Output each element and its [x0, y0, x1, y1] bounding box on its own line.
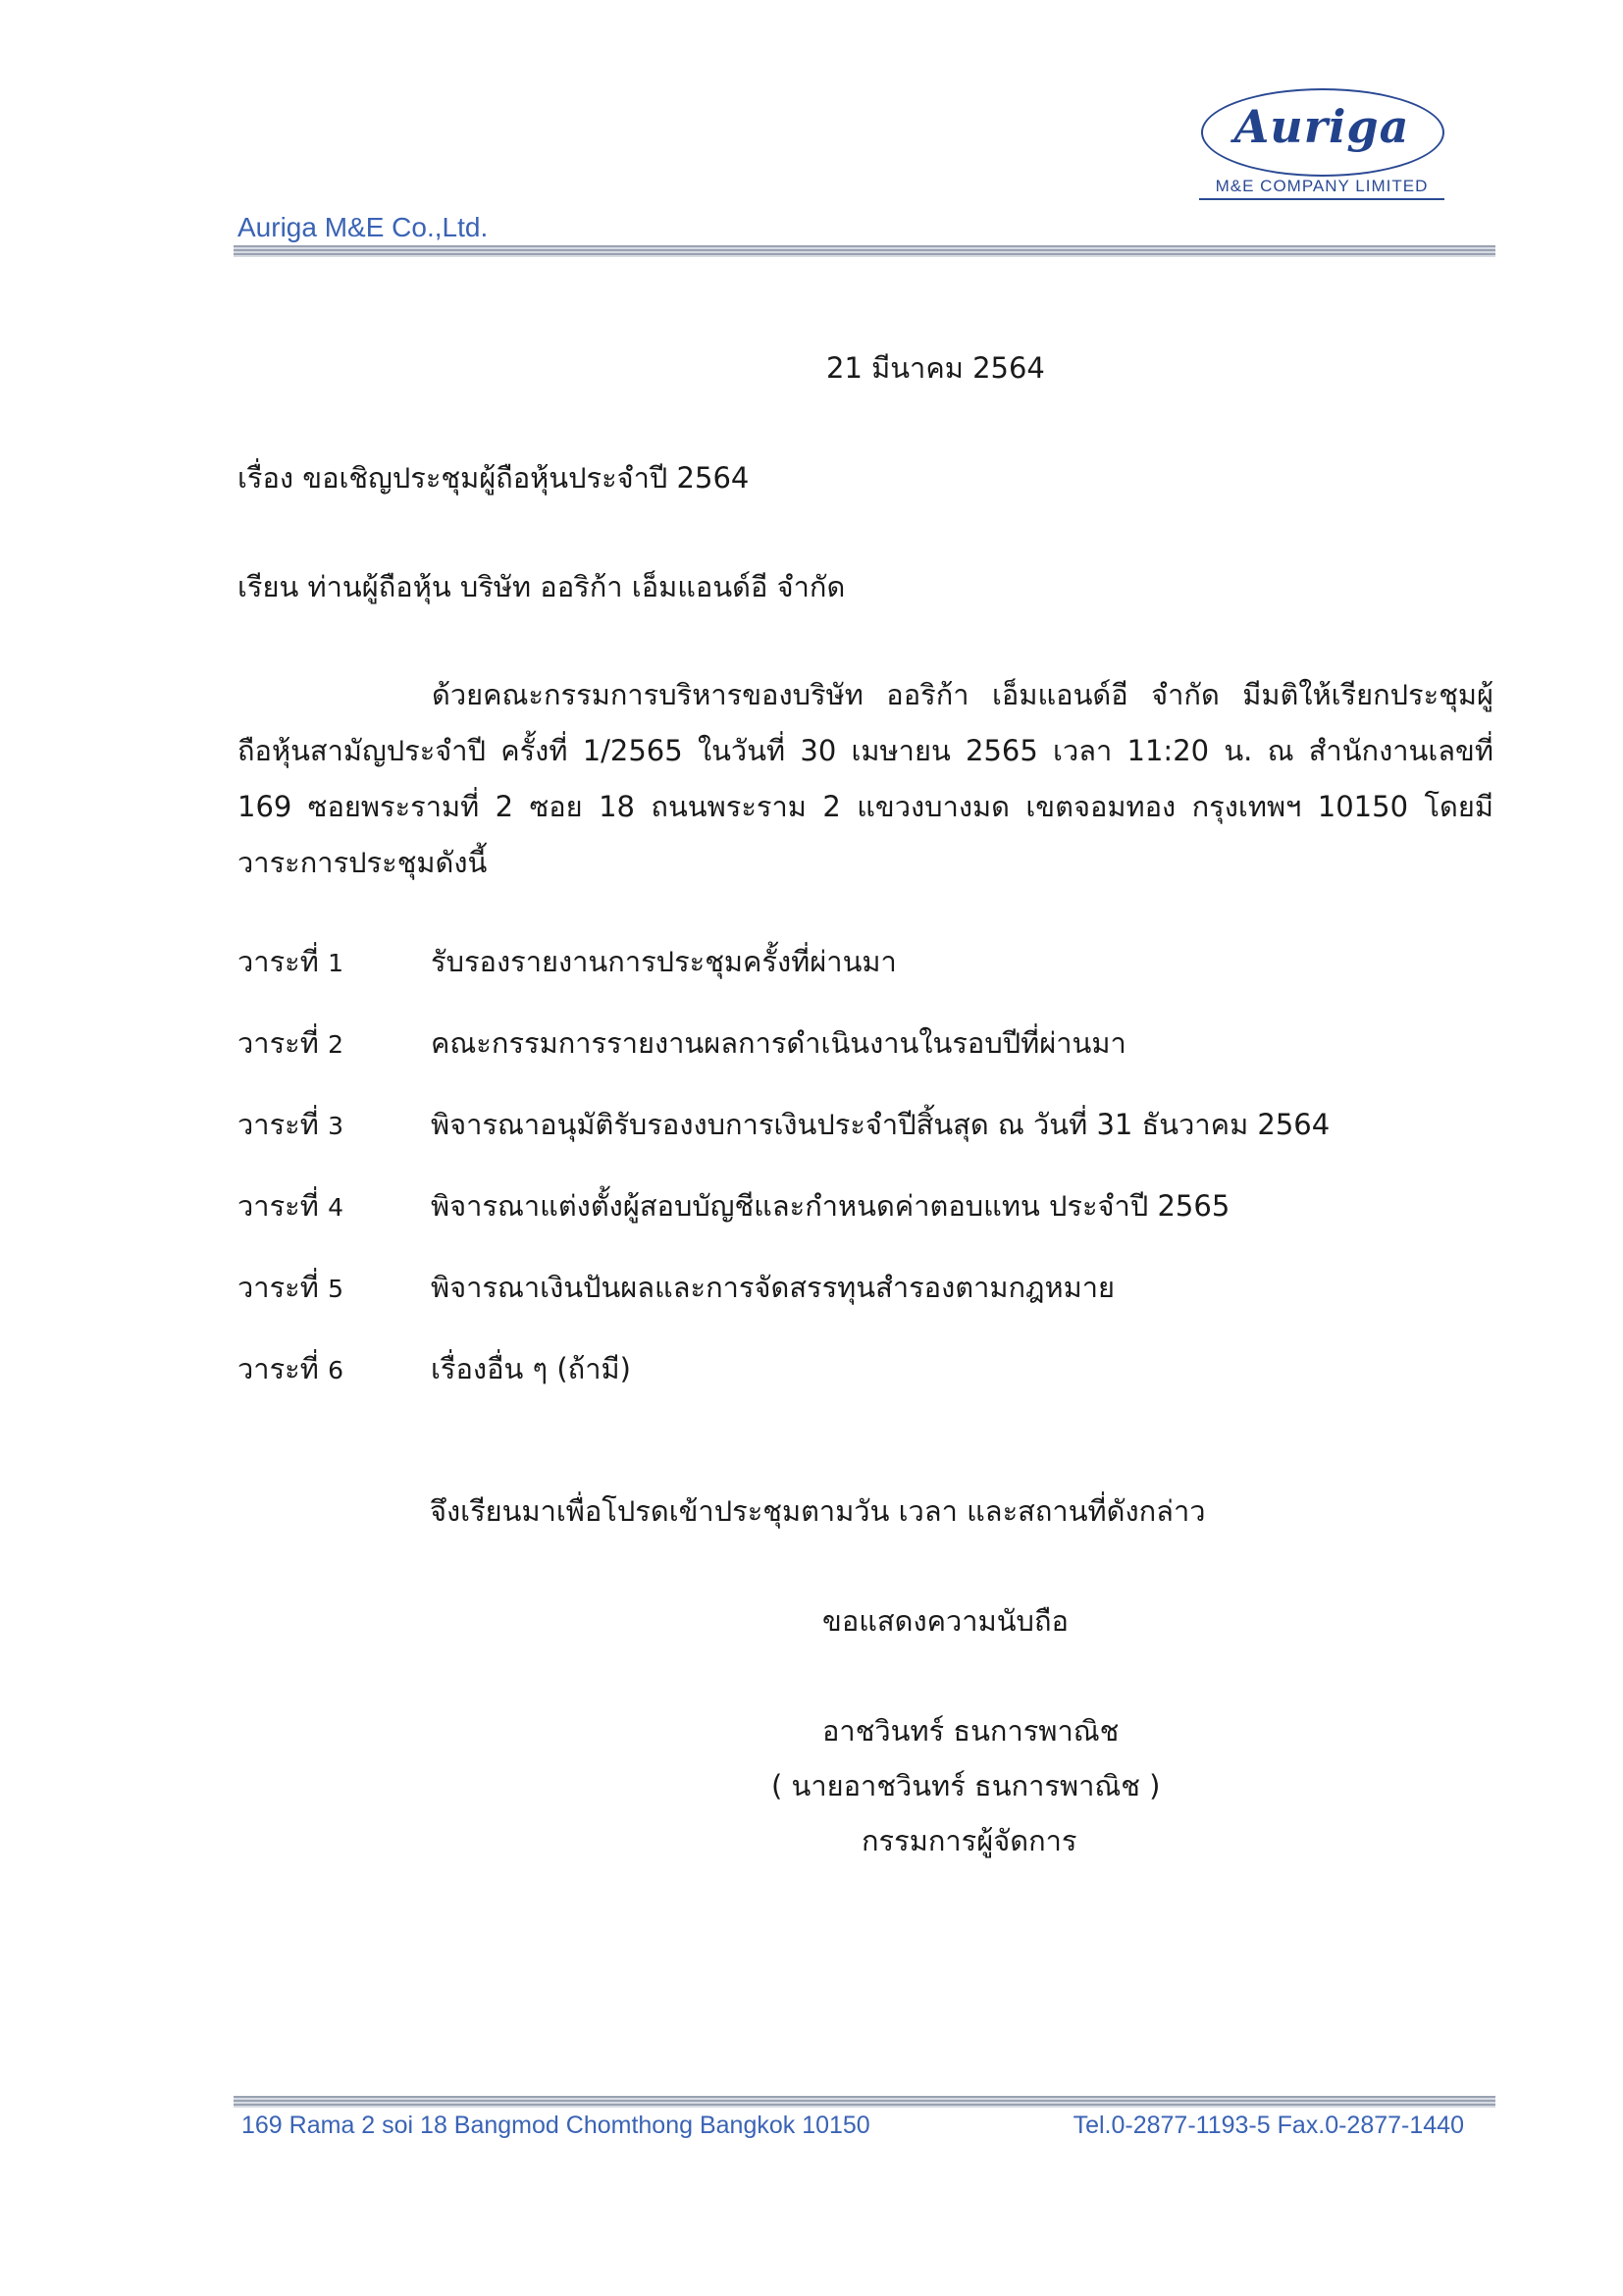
body-line: วาระการประชุมดังนี้ — [237, 846, 488, 879]
agenda-text: เรื่องอื่น ๆ (ถ้ามี) — [431, 1352, 631, 1385]
logo-subtitle: M&E COMPANY LIMITED — [1199, 177, 1444, 200]
regards: ขอแสดงความนับถือ — [822, 1604, 1069, 1638]
agenda-item — [237, 1186, 1415, 1268]
footer-contact: Tel.0-2877-1193-5 Fax.0-2877-1440 — [1073, 2112, 1464, 2139]
agenda-number: วาระที่ 4 — [237, 1189, 343, 1223]
signer-full-name: ( นายอาชวินทร์ ธนการพาณิช ) — [771, 1769, 1161, 1802]
agenda-item — [237, 1268, 1415, 1349]
closing-sentence: จึงเรียนมาเพื่อโปรดเข้าประชุมตามวัน เวลา และสถานที่ดังกล่าว — [430, 1494, 1206, 1528]
agenda-text: พิจารณาแต่งตั้งผู้สอบบัญชีและกำหนดค่าตอบแทน ประจำปี 2565 — [431, 1189, 1230, 1223]
body-paragraph — [237, 667, 1493, 891]
letter-subject: เรื่อง ขอเชิญประชุมผู้ถือหุ้นประจำปี 2564 — [237, 461, 750, 495]
agenda-item — [237, 942, 1415, 1023]
footer-divider — [234, 2096, 1495, 2108]
signer-name: อาชวินทร์ ธนการพาณิช — [822, 1714, 1120, 1748]
agenda-list — [237, 942, 1415, 1431]
header-divider — [234, 245, 1495, 257]
letter-date: 21 มีนาคม 2564 — [826, 351, 1045, 385]
agenda-text: รับรองรายงานการประชุมครั้งที่ผ่านมา — [431, 945, 897, 978]
body-line: ถือหุ้นสามัญประจำปี ครั้งที่ 1/2565 ในวันที่ 30 เมษายน 2565 เวลา 11:20 น. ณ สำนักงานเลขที่ — [237, 734, 1493, 767]
agenda-item — [237, 1105, 1415, 1186]
agenda-number: วาระที่ 5 — [237, 1271, 343, 1304]
body-line: ด้วยคณะกรรมการบริหารของบริษัท ออริก้า เอ็มแอนด์อี จำกัด มีมติให้เรียกประชุมผู้ — [432, 678, 1493, 711]
agenda-number: วาระที่ 2 — [237, 1026, 343, 1060]
agenda-text: พิจารณาเงินปันผลและการจัดสรรทุนสำรองตามกฎหมาย — [431, 1271, 1116, 1304]
agenda-number: วาระที่ 6 — [237, 1352, 343, 1385]
agenda-text: คณะกรรมการรายงานผลการดำเนินงานในรอบปีที่ผ่านมา — [431, 1026, 1126, 1060]
agenda-item — [237, 1023, 1415, 1105]
logo-word: Auriga — [1233, 100, 1410, 153]
footer-address: 169 Rama 2 soi 18 Bangmod Chomthong Bangkok 10150 — [241, 2112, 870, 2139]
letter-recipient: เรียน ท่านผู้ถือหุ้น บริษัท ออริก้า เอ็มแอนด์อี จำกัด — [237, 570, 846, 603]
company-name: Auriga M&E Co.,Ltd. — [237, 212, 489, 242]
company-logo — [1199, 88, 1444, 204]
agenda-item — [237, 1349, 1415, 1431]
agenda-text: พิจารณาอนุมัติรับรองงบการเงินประจำปีสิ้นสุด ณ วันที่ 31 ธันวาคม 2564 — [431, 1108, 1331, 1141]
signer-title: กรรมการผู้จัดการ — [862, 1824, 1077, 1857]
agenda-number: วาระที่ 1 — [237, 945, 343, 978]
body-line: 169 ซอยพระรามที่ 2 ซอย 18 ถนนพระราม 2 แขวงบางมด เขตจอมทอง กรุงเทพฯ 10150 โดยมี — [237, 790, 1493, 823]
agenda-number: วาระที่ 3 — [237, 1108, 343, 1141]
